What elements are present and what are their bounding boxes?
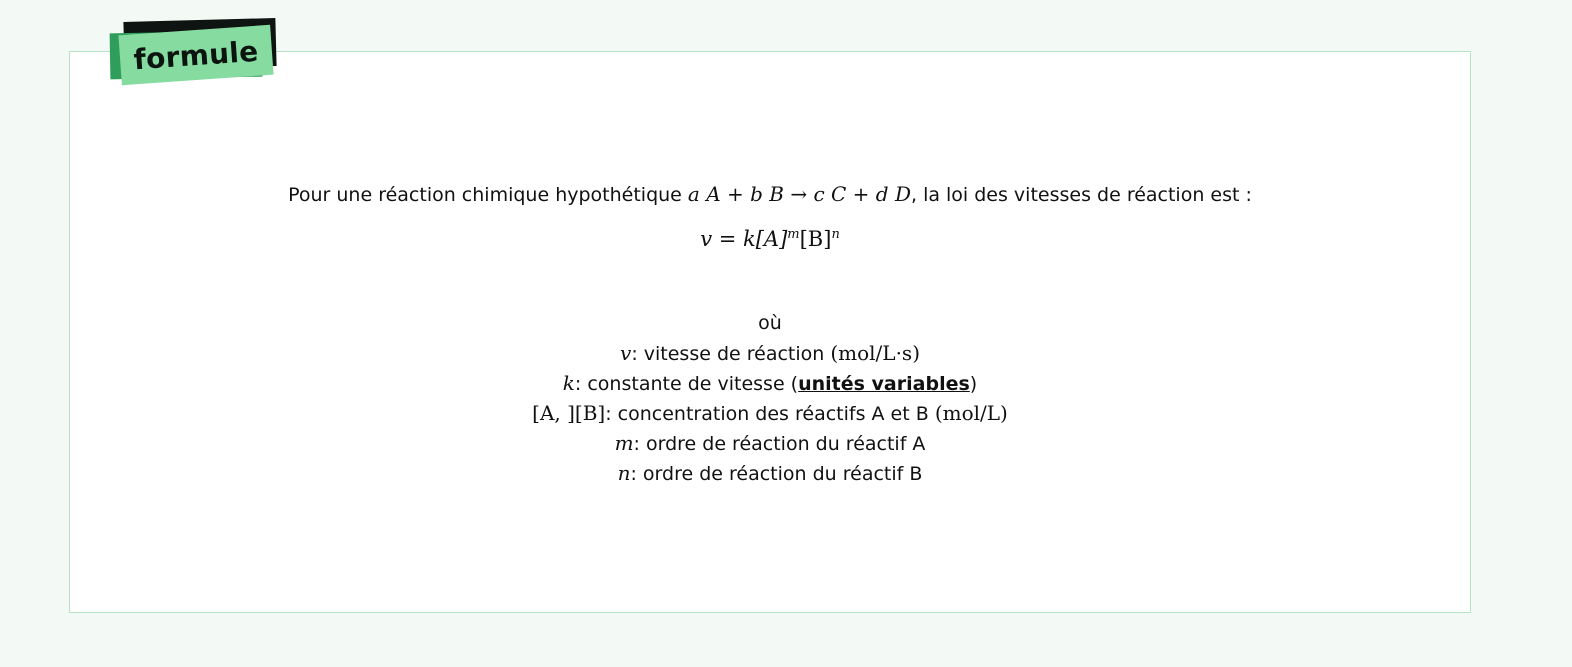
definition-symbol: k: [562, 371, 575, 395]
definition-item: [69, 368, 1471, 398]
definition-item: [69, 428, 1471, 458]
definition-text: : constante de vitesse (: [574, 373, 799, 395]
formula-mid: [B]: [799, 227, 832, 251]
definition-symbol: n: [617, 461, 631, 485]
definition-unit: (mol/L·s): [830, 341, 920, 365]
formula-lhs: v = k[A]: [700, 227, 788, 251]
intro-line: [69, 182, 1471, 206]
units-variables-link[interactable]: unités variables: [798, 373, 970, 395]
definition-text: : concentration des réactifs A et B: [605, 403, 935, 425]
intro-text-after: , la loi des vitesses de réaction est :: [910, 184, 1252, 206]
tag-front: [118, 25, 273, 85]
where-heading: où: [758, 312, 782, 334]
tag-label: formule: [132, 34, 260, 76]
definition-symbol: [A, ][B]: [532, 401, 606, 425]
definition-text: : vitesse de réaction: [631, 343, 831, 365]
definition-text: : ordre de réaction du réactif A: [633, 433, 926, 455]
reaction-equation: a A + b B → c C + d D: [687, 182, 911, 206]
definition-item: [69, 338, 1471, 368]
definition-symbol: m: [614, 431, 634, 455]
definitions-list: [69, 308, 1471, 488]
definition-text-after: ): [969, 373, 978, 395]
definition-item: [69, 398, 1471, 428]
formula-exponent-n: n: [831, 227, 840, 242]
formula-exponent-m: m: [787, 227, 800, 242]
definition-symbol: v: [620, 341, 632, 365]
definition-item: [69, 458, 1471, 488]
definition-text: : ordre de réaction du réactif B: [630, 463, 923, 485]
formula-tag: [110, 18, 280, 84]
intro-text-before: Pour une réaction chimique hypothétique: [288, 184, 688, 206]
definition-unit: (mol/L): [934, 401, 1008, 425]
rate-law-formula: [69, 227, 1471, 251]
